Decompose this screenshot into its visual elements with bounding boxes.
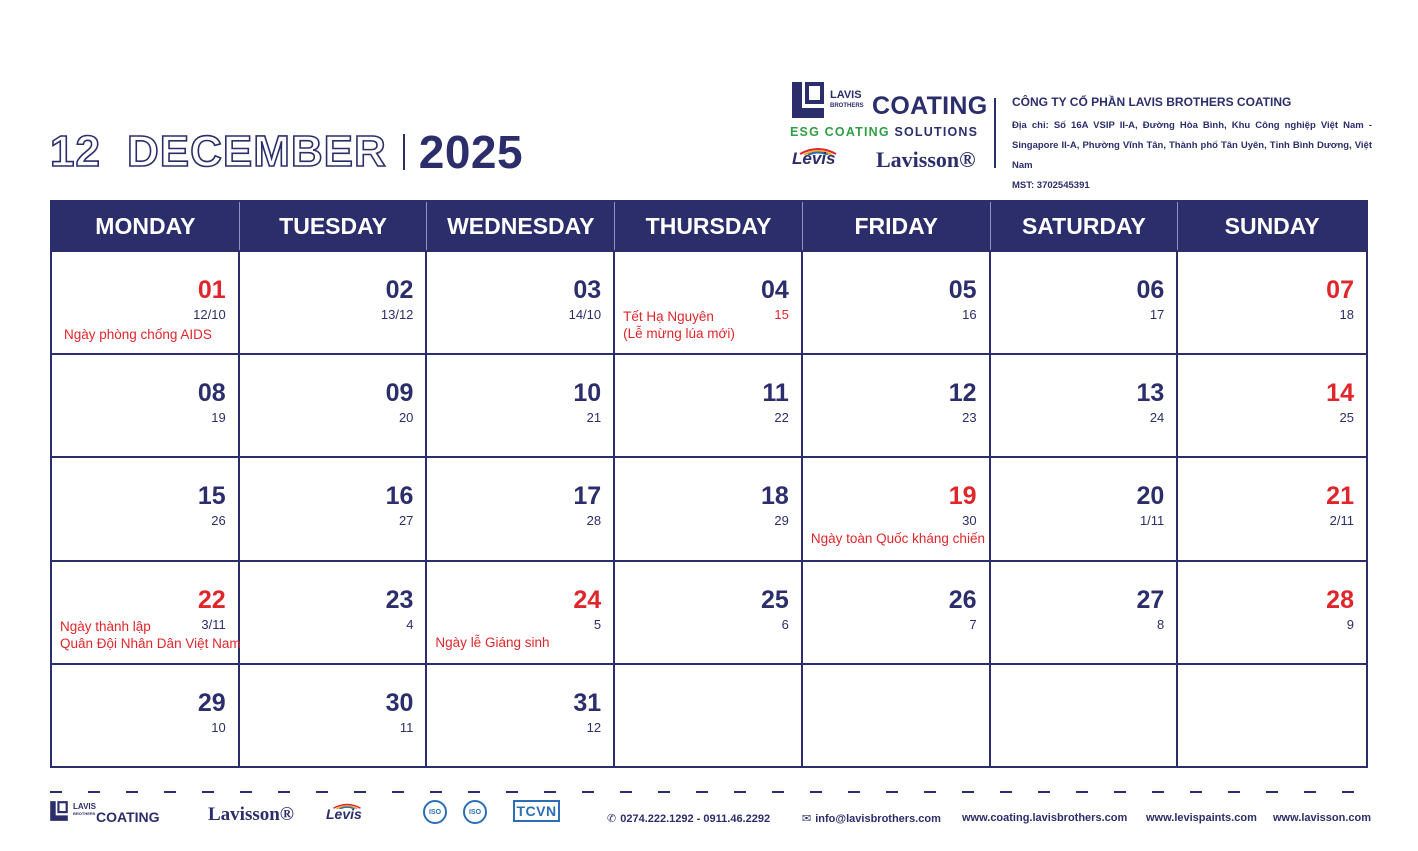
footer-coating-text: COATING (96, 809, 160, 825)
logo-coating-text: COATING (872, 92, 988, 120)
levis-logo-text: Levis (792, 149, 836, 168)
lunar-date: 26 (211, 513, 226, 529)
company-info (1012, 95, 1372, 196)
day-cell (427, 250, 615, 353)
lunar-date: 19 (211, 410, 226, 426)
esg-tagline: ESG COATING SOLUTIONS (790, 125, 979, 139)
footer-website-levis[interactable]: www.levispaints.com (1146, 812, 1257, 824)
footer-website-coating[interactable]: www.coating.lavisbrothers.com (962, 812, 1128, 824)
day-cell (615, 456, 803, 559)
day-cell (803, 353, 991, 456)
day-cell (52, 353, 240, 456)
logo-lavis-text: LAVIS BROTHERS (830, 89, 864, 109)
day-number: 28 (1326, 585, 1354, 614)
mail-icon: ✉ (802, 813, 812, 825)
lunar-date: 21 (586, 410, 602, 426)
lunar-date: 1/11 (1139, 513, 1165, 529)
title-separator (403, 134, 405, 170)
day-number: 26 (948, 585, 977, 614)
lunar-date: 13/12 (380, 307, 414, 322)
day-number: 11 (762, 379, 789, 408)
day-cell (991, 250, 1179, 353)
day-number: 07 (1326, 276, 1354, 304)
weekday-monday: MONDAY (52, 202, 240, 250)
iso-badge-icon: ISO (423, 800, 447, 824)
lunar-date: 22 (774, 410, 789, 426)
lunar-date: 15 (774, 307, 789, 322)
day-cell (52, 456, 240, 559)
title-year: 2025 (418, 126, 524, 178)
calendar-grid (50, 200, 1368, 768)
lunar-date: 7 (969, 616, 977, 632)
day-number: 20 (1136, 482, 1165, 511)
day-number: 23 (385, 585, 414, 614)
company-name: CÔNG TY CỔ PHẦN LAVIS BROTHERS COATING (1012, 95, 1292, 109)
day-cell (803, 560, 991, 663)
day-number: 04 (761, 276, 789, 304)
lunar-date: 30 (962, 513, 977, 529)
day-number: 18 (761, 482, 789, 511)
day-cell (240, 353, 428, 456)
lunar-date: 20 (398, 410, 414, 426)
day-cell (427, 353, 615, 456)
day-number: 10 (573, 379, 602, 408)
lunar-date: 8 (1157, 616, 1165, 632)
day-cell (991, 456, 1179, 559)
day-number: 31 (573, 688, 602, 717)
lunar-date: 12/10 (193, 307, 226, 322)
empty-day-cell (803, 663, 991, 766)
empty-day-cell (1178, 663, 1366, 766)
day-cell (1178, 353, 1366, 456)
company-address: Địa chỉ: Số 16A VSIP II-A, Đường Hòa Bình, Khu Công nghiệp Việt Nam - Singapore II-A, Phường Vĩnh Tân, Thành phố Tân Uyên, Tỉnh Bình Dương, Việt Nam (1012, 120, 1372, 171)
title-day: 12 (50, 127, 101, 176)
lunar-date: 27 (398, 513, 414, 529)
day-cells (52, 250, 1366, 766)
day-cell (803, 250, 991, 353)
day-number: 30 (385, 688, 414, 717)
footer-levis-logo: Levis (326, 806, 362, 822)
weekday-friday: FRIDAY (803, 202, 991, 250)
lunar-date: 28 (586, 513, 602, 529)
lunar-date: 17 (1149, 307, 1165, 322)
company-tax-id: MST: 3702545391 (1012, 180, 1090, 191)
day-number: 13 (1136, 379, 1165, 408)
lunar-date: 2/11 (1329, 513, 1354, 529)
holiday-label: Ngày thành lập Quân Đội Nhân Dân Việt Nam (60, 618, 241, 651)
day-cell (240, 250, 428, 353)
day-number: 29 (197, 688, 226, 717)
weekday-sunday: SUNDAY (1224, 212, 1320, 239)
day-number: 19 (948, 482, 977, 511)
holiday-label: Ngày lễ Giáng sinh (435, 634, 550, 650)
iso-badge-icon: ISO (463, 800, 487, 824)
weekday-saturday: SATURDAY (991, 202, 1179, 250)
lunar-date: 14/10 (568, 307, 602, 322)
day-number: 21 (1326, 482, 1354, 511)
lunar-date: 23 (962, 410, 977, 426)
day-number: 15 (197, 482, 226, 511)
day-cell (991, 560, 1179, 663)
lunar-date: 3/11 (201, 616, 226, 632)
day-number: 08 (197, 379, 226, 408)
day-cell (1178, 456, 1366, 559)
day-number: 01 (197, 276, 226, 304)
day-number: 25 (761, 585, 789, 614)
lunar-date: 24 (1149, 410, 1165, 426)
weekday-header (52, 202, 1366, 250)
empty-day-cell (991, 663, 1179, 766)
day-number: 16 (385, 482, 414, 511)
day-cell (52, 663, 240, 766)
footer-lavis-logo-icon (48, 800, 70, 822)
day-cell (240, 456, 428, 559)
footer-website-lavisson[interactable]: www.lavisson.com (1273, 812, 1372, 824)
day-cell (615, 353, 803, 456)
weekday-wednesday: WEDNESDAY (427, 202, 615, 250)
day-cell (240, 560, 428, 663)
weekday-tuesday: TUESDAY (240, 202, 428, 250)
holiday-label: Ngày toàn Quốc kháng chiến (810, 531, 985, 547)
brand-divider (994, 98, 996, 168)
day-number: 12 (948, 379, 977, 408)
day-cell (427, 663, 615, 766)
day-cell (240, 663, 428, 766)
day-number: 14 (1326, 379, 1354, 408)
day-cell (615, 250, 803, 353)
day-cell (427, 456, 615, 559)
day-cell (52, 250, 240, 353)
lunar-date: 9 (1346, 616, 1354, 632)
day-number: 02 (385, 276, 414, 304)
day-cell (1178, 250, 1366, 353)
day-number: 03 (573, 276, 602, 304)
phone-icon: ✆ (607, 813, 617, 825)
lunar-date: 18 (1339, 307, 1354, 322)
day-number: 24 (573, 585, 602, 614)
footer-lavisson-logo: Lavisson® (208, 804, 295, 825)
day-number: 27 (1136, 585, 1165, 614)
day-number: 05 (948, 276, 977, 304)
day-cell (803, 456, 991, 559)
calendar-title (50, 124, 523, 180)
holiday-label: Ngày phòng chống AIDS (64, 327, 212, 342)
lunar-date: 12 (586, 719, 602, 735)
day-cell (1178, 560, 1366, 663)
footer-lavis-text: LAVIS BROTHERS (73, 802, 96, 816)
empty-day-cell (615, 663, 803, 766)
day-cell (427, 560, 615, 663)
lavis-logo-icon (790, 80, 826, 120)
lunar-date: 29 (774, 513, 789, 529)
lunar-date: 10 (211, 719, 226, 735)
lunar-date: 4 (406, 616, 414, 632)
brand-logo-block (788, 78, 988, 174)
lunar-date: 25 (1339, 410, 1354, 426)
footer-email[interactable]: ✉ info@lavisbrothers.com (802, 812, 941, 825)
day-number: 22 (197, 585, 226, 614)
day-cell (52, 560, 240, 663)
day-cell (991, 353, 1179, 456)
footer-dashed-divider (50, 791, 1368, 793)
title-month: DECEMBER (126, 127, 387, 176)
day-cell (615, 560, 803, 663)
footer-phone: ✆ 0274.222.1292 - 0911.46.2292 (607, 812, 771, 825)
lunar-date: 16 (962, 307, 977, 322)
weekday-thursday: THURSDAY (615, 202, 803, 250)
day-number: 06 (1136, 276, 1165, 304)
lunar-date: 6 (781, 616, 789, 632)
lunar-date: 5 (593, 616, 602, 632)
lunar-date: 11 (399, 719, 414, 735)
lavisson-logo-text: Lavisson® (876, 147, 976, 172)
tcvn-badge-icon: TCVN (513, 800, 560, 822)
holiday-label: Tết Hạ Nguyên (Lễ mừng lúa mới) (623, 309, 735, 341)
day-number: 09 (385, 379, 414, 408)
day-number: 17 (573, 482, 602, 511)
